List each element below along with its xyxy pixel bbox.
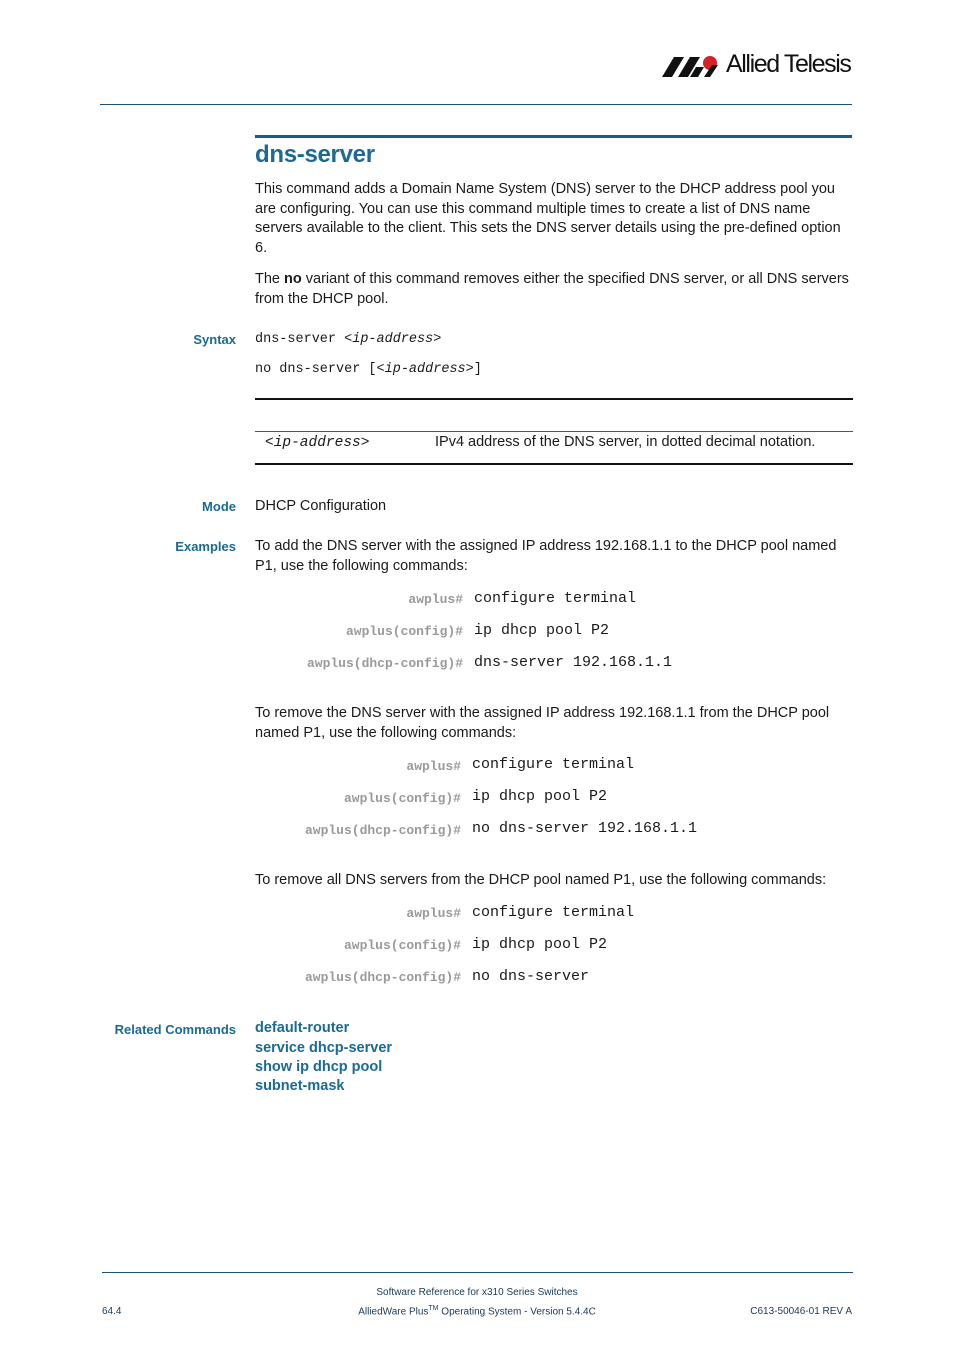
syntax-label: Syntax [193, 332, 236, 347]
no-variant-pre: The [255, 271, 285, 287]
example-1-text: To add the DNS server with the assigned IP address 192.168.1.1 to the DHCP pool named P1, use the following commands: [255, 538, 837, 574]
syntax-end-2: ] [473, 362, 482, 377]
logo-text: Allied Telesis [726, 50, 851, 78]
example-2-prompt-1: awplus# [406, 759, 461, 774]
example-3-command-3: no dns-server [472, 968, 590, 985]
related-link-subnet-mask[interactable]: subnet-mask [255, 1078, 345, 1094]
example-2-command-1: configure terminal [472, 756, 635, 773]
allied-telesis-logo [660, 50, 856, 80]
no-variant-paragraph [255, 270, 852, 309]
related-link-service-dhcp-server[interactable]: service dhcp-server [255, 1040, 393, 1056]
example-1-command-3: dns-server 192.168.1.1 [474, 654, 673, 671]
param-table-top-rule [255, 398, 853, 400]
no-variant-post: variant of this command removes either the specified DNS server, or all DNS servers from the DHCP pool. [255, 271, 849, 307]
example-2-command-2: ip dhcp pool P2 [472, 788, 608, 805]
examples-label: Examples [175, 539, 236, 554]
related-link-default-router[interactable]: default-router [255, 1020, 350, 1036]
example-3-command-1: configure terminal [472, 904, 635, 921]
syntax-arg-1: <ip-address> [344, 332, 442, 347]
logo-mark-icon [660, 53, 724, 79]
footer-divider [102, 1272, 853, 1273]
param-table-header-rule [255, 431, 853, 432]
syntax-cmd-1: dns-server [255, 332, 345, 347]
example-1-prompt-2: awplus(config)# [345, 624, 463, 639]
title-rule [255, 135, 852, 138]
document-code: C613-50046-01 REV A [750, 1306, 852, 1317]
syntax-line-2 [255, 362, 482, 377]
related-link-show-ip-dhcp-pool[interactable]: show ip dhcp pool [255, 1059, 383, 1075]
example-3-command-2: ip dhcp pool P2 [472, 936, 608, 953]
param-description: IPv4 address of the DNS server, in dotted decimal notation. [435, 434, 816, 450]
example-2-command-3: no dns-server 192.168.1.1 [472, 820, 698, 837]
example-1-prompt-3: awplus(dhcp-config)# [306, 656, 463, 671]
example-1-command-2: ip dhcp pool P2 [474, 622, 610, 639]
footer-product-post: Operating System - Version 5.4.4C [438, 1306, 596, 1318]
syntax-arg-2: <ip-address> [376, 362, 474, 377]
example-2-prompt-3: awplus(dhcp-config)# [304, 823, 461, 838]
example-1-prompt-1: awplus# [408, 592, 463, 607]
example-3-prompt-3: awplus(dhcp-config)# [304, 970, 461, 985]
example-2-text: To remove the DNS server with the assigned IP address 192.168.1.1 from the DHCP pool named P1, use the following commands: [255, 705, 830, 741]
no-keyword: no [284, 271, 302, 287]
syntax-line-1 [255, 332, 441, 347]
page-number: 64.4 [102, 1306, 122, 1317]
param-name: <ip-address> [265, 435, 370, 451]
footer-title: Software Reference for x310 Series Switches [376, 1287, 578, 1298]
page-title: dns-server [255, 141, 375, 168]
example-3-text: To remove all DNS servers from the DHCP pool named P1, use the following commands: [255, 872, 827, 888]
intro-paragraph: This command adds a Domain Name System (DNS) server to the DHCP address pool you are configuring. You can use this command multiple times to create a list of DNS name servers available to the client. This sets the DNS server details using the pre-defined option 6. [255, 181, 841, 256]
mode-value: DHCP Configuration [255, 498, 387, 514]
example-2-prompt-2: awplus(config)# [343, 791, 461, 806]
footer-product-pre: AlliedWare Plus [358, 1306, 429, 1318]
mode-label: Mode [202, 499, 236, 514]
example-1-command-1: configure terminal [474, 590, 637, 607]
example-3-prompt-2: awplus(config)# [343, 938, 461, 953]
footer-trademark: TM [428, 1305, 439, 1312]
param-table-bottom-rule [255, 463, 853, 465]
related-commands-label: Related Commands [114, 1022, 236, 1037]
example-3-prompt-1: awplus# [406, 906, 461, 921]
syntax-cmd-2: no dns-server [ [255, 362, 377, 377]
header-divider [100, 104, 852, 105]
